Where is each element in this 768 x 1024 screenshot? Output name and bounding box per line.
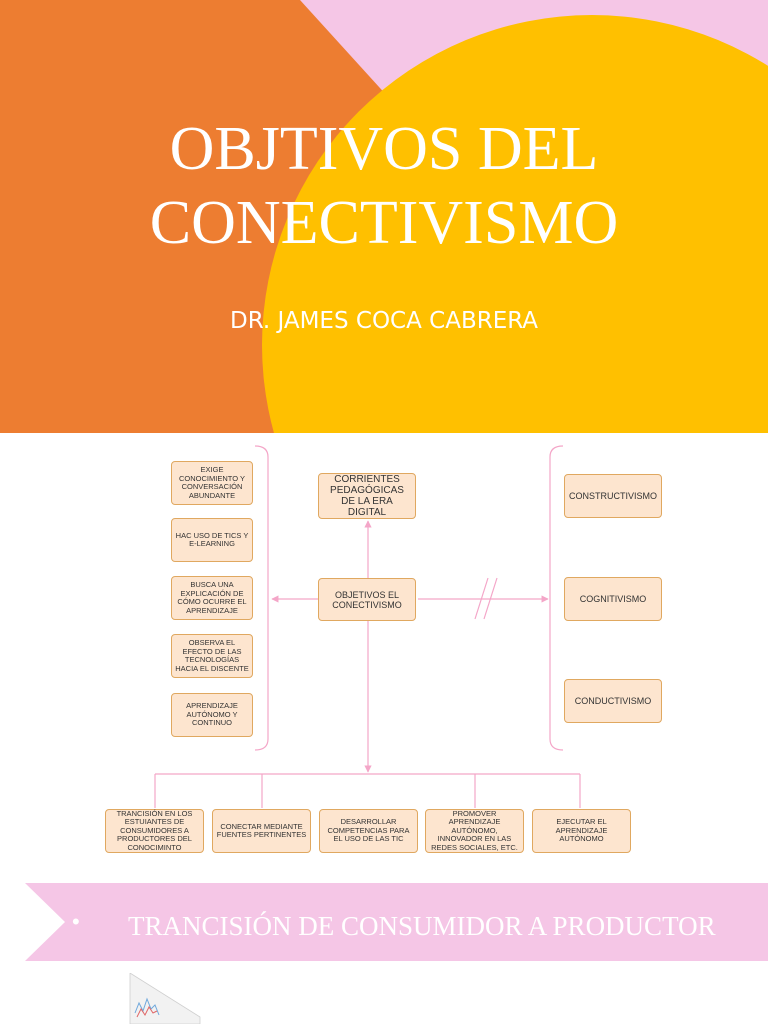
slide-title — [0, 112, 768, 260]
title-slide — [0, 0, 768, 433]
node-right-2: COGNITIVISMO — [564, 577, 662, 621]
node-bottom-4: PROMOVER APRENDIZAJE AUTÓNOMO, INNOVADOR EN LAS REDES SOCIALES, ETC. — [425, 809, 524, 853]
third-slide — [0, 883, 768, 1024]
node-left-5: APRENDIZAJE AUTÓNOMO Y CONTINUO — [171, 693, 253, 737]
diagram-slide — [0, 433, 768, 883]
right-brace — [550, 446, 563, 750]
slide-title-line-1: OBJTIVOS DEL — [169, 115, 599, 183]
node-left-3: BUSCA UNA EXPLICACIÓN DE CÓMO OCURRE EL APRENDIZAJE — [171, 576, 253, 620]
node-left-4: OBSERVA EL EFECTO DE LAS TECNOLOGÍAS HACIA EL DISCENTE — [171, 634, 253, 678]
chart-thumbnail-image — [125, 973, 205, 1024]
node-right-1: CONSTRUCTIVISMO — [564, 474, 662, 518]
node-bottom-2: CONECTAR MEDIANTE FUENTES PERTINENTES — [212, 809, 311, 853]
thumbnail-paper — [130, 973, 200, 1024]
node-center-objetivos: OBJETIVOS EL CONECTIVISMO — [318, 578, 416, 621]
node-right-3: CONDUCTIVISMO — [564, 679, 662, 723]
slide-subtitle: DR. JAMES COCA CABRERA — [229, 308, 539, 334]
node-bottom-3: DESARROLLAR COMPETENCIAS PARA EL USO DE LAS TIC — [319, 809, 418, 853]
node-left-2: HAC USO DE TICS Y E-LEARNING — [171, 518, 253, 562]
node-bottom-1: TRANCISIÓN EN LOS ESTUIANTES DE CONSUMIDORES A PRODUCTORES DEL CONOCIMINTO — [105, 809, 204, 853]
left-brace — [255, 446, 268, 750]
node-bottom-5: EJECUTAR EL APRENDIZAJE AUTÓNOMO — [532, 809, 631, 853]
slide-title-line-2: CONECTIVISMO — [149, 189, 619, 257]
slide3-content-area — [0, 961, 768, 1024]
bullet-point: • — [72, 909, 80, 934]
slide3-heading: TRANCISIÓN DE CONSUMIDOR A PRODUCTOR — [128, 911, 716, 941]
node-top-corrientes: CORRIENTES PEDAGÓGICAS DE LA ERA DIGITAL — [318, 473, 416, 519]
node-left-1: EXIGE CONOCIMIENTO Y CONVERSACIÓN ABUNDANTE — [171, 461, 253, 505]
